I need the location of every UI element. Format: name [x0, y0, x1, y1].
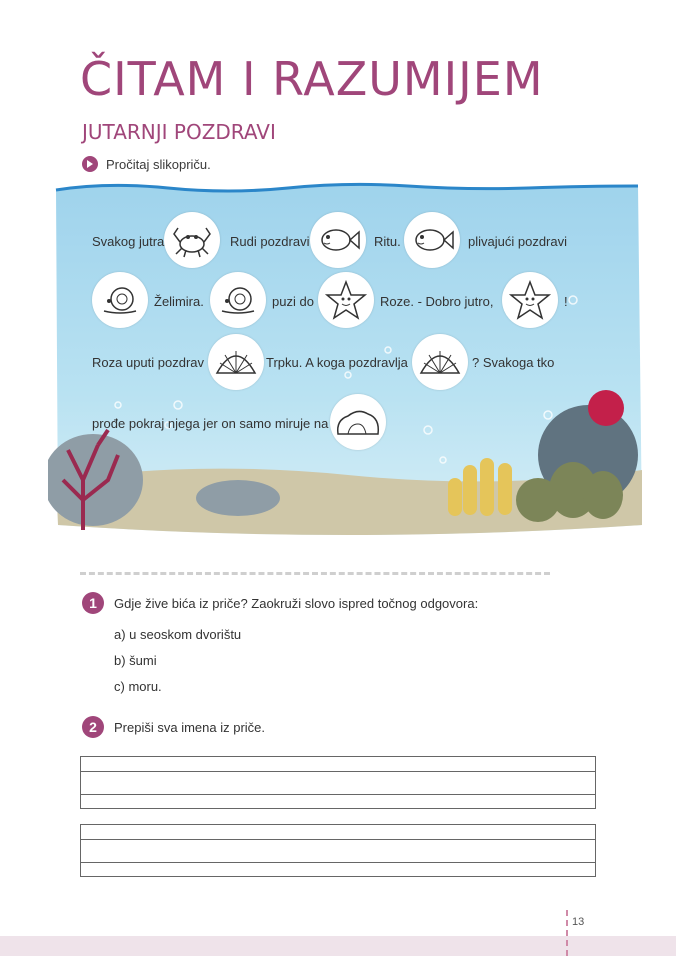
page-title: ČITAM I RAZUMIJEM — [80, 52, 544, 106]
question-text: Gdje žive bića iz priče? Zaokruži slovo ispred točnog odgovora: — [114, 596, 479, 611]
story-text: Roze. - Dobro jutro, — [380, 294, 494, 309]
section-subtitle: JUTARNJI POZDRAVI — [82, 120, 276, 144]
story-line-1 — [92, 234, 567, 249]
snail-icon — [210, 272, 266, 328]
story-text: Svakog jutra — [92, 234, 165, 249]
page-number: 13 — [572, 916, 585, 928]
story-text: Želimira. — [154, 294, 204, 309]
story-text: Rudi pozdravi — [230, 234, 310, 249]
fish-icon — [310, 212, 366, 268]
writing-lines-block[interactable] — [80, 756, 596, 809]
crab-icon — [164, 212, 220, 268]
question-number: 1 — [82, 592, 104, 614]
story-text: Roza uputi pozdrav — [92, 355, 205, 370]
question-text: Prepiši sva imena iz priče. — [114, 720, 265, 735]
rock-icon — [330, 394, 386, 450]
instruction-text: Pročitaj slikopriču. — [106, 156, 211, 172]
answer-option[interactable]: b) šumi — [114, 653, 157, 668]
story-line-3 — [92, 355, 555, 370]
question-number: 2 — [82, 716, 104, 738]
story-text: ! — [564, 294, 568, 309]
story-text: Ritu. — [374, 234, 401, 249]
story-text: prođe pokraj njega jer on samo miruje na — [92, 416, 329, 431]
shell-icon — [412, 334, 468, 390]
shell-icon — [208, 334, 264, 390]
story-text: Trpku. A koga pozdravlja — [266, 355, 408, 370]
story-text: puzi do — [272, 294, 314, 309]
story-text: ? Svakoga tko — [472, 355, 555, 370]
writing-lines-block[interactable] — [80, 824, 596, 877]
arrow-bullet-icon — [82, 156, 98, 172]
answer-option[interactable]: c) moru. — [114, 679, 162, 694]
instruction-row — [82, 156, 211, 172]
starfish-icon — [502, 272, 558, 328]
starfish-icon — [318, 272, 374, 328]
fish-icon — [404, 212, 460, 268]
section-divider — [80, 572, 550, 575]
story-line-4 — [92, 416, 328, 431]
answer-option[interactable]: a) u seoskom dvorištu — [114, 627, 242, 642]
story-text: plivajući pozdravi — [468, 234, 567, 249]
snail-icon — [92, 272, 148, 328]
